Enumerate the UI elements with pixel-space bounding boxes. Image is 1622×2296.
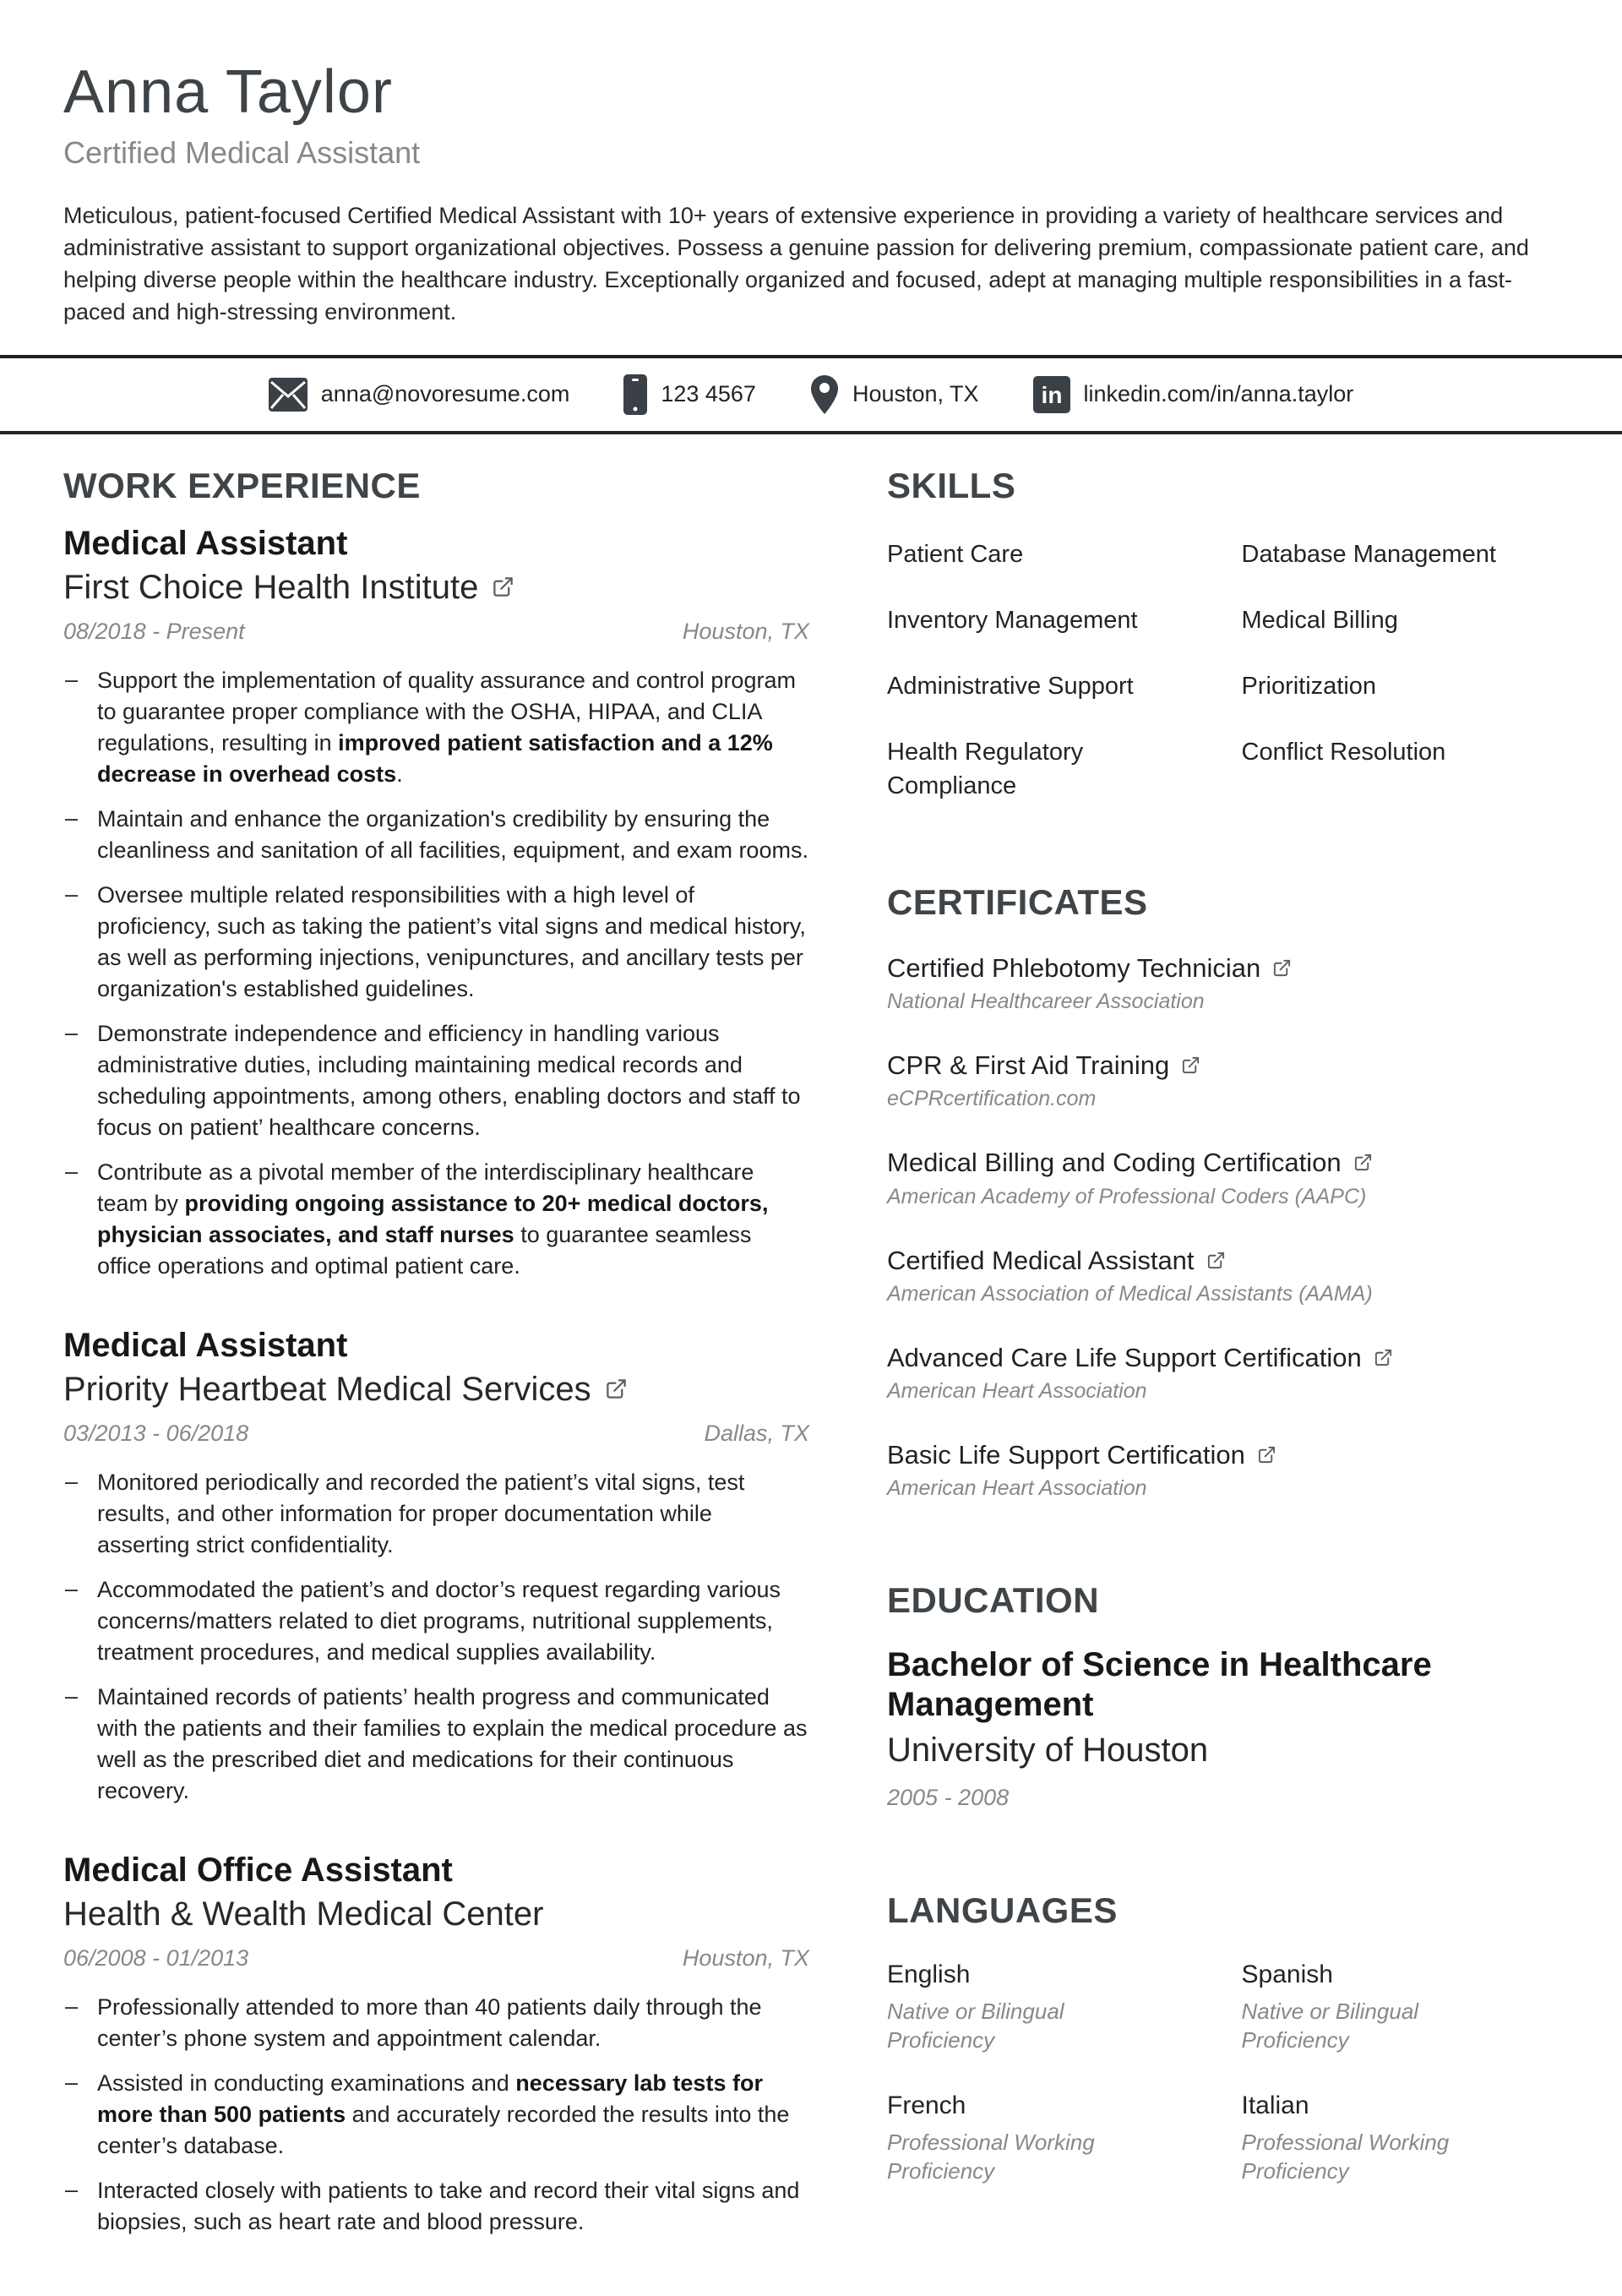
skills-heading: SKILLS — [887, 465, 1016, 505]
contact-location-text: Houston, TX — [852, 381, 979, 407]
language-entry — [887, 2091, 1205, 2185]
bullet-text: Contribute as a pivotal member of the interdisciplinary healthcare team by — [97, 1159, 754, 1216]
external-link-icon[interactable] — [1206, 1251, 1226, 1270]
bullet-item — [63, 2068, 809, 2162]
language-name: French — [887, 2091, 966, 2119]
job-dates: 06/2008 - 01/2013 — [63, 1944, 249, 1971]
bullet-item — [63, 880, 809, 1005]
certificate-issuer: National Healthcareer Association — [887, 990, 1205, 1014]
skill-item: Patient Care — [887, 540, 1024, 568]
certificates-heading: CERTIFICATES — [887, 881, 1148, 922]
language-name: Italian — [1241, 2091, 1309, 2119]
certificate-name — [887, 1245, 1559, 1276]
certificate-entry — [887, 1050, 1559, 1111]
certificate-issuer: American Heart Association — [887, 1378, 1147, 1403]
skill-item: Conflict Resolution — [1241, 738, 1446, 766]
bullet-text: Demonstrate independence and efficiency in handling various administrative duties, including maintaining medical records and scheduling appointments, among others, enabling doctors and staff to focus on patient’ healthcare concerns. — [97, 1020, 801, 1140]
job-company — [63, 568, 809, 607]
bullet-item — [63, 1574, 809, 1668]
language-level: Professional Working Proficiency — [887, 2129, 1095, 2184]
education-dates: 2005 - 2008 — [887, 1784, 1010, 1810]
job-bullets — [63, 1467, 809, 1807]
svg-text:in: in — [1041, 381, 1062, 408]
certificate-name-text: Certified Medical Assistant — [887, 1245, 1195, 1275]
certificate-name-text: CPR & First Aid Training — [887, 1050, 1170, 1081]
bullet-text: Support the implementation of quality assurance and control program to guarantee proper compliance with the OSHA, HIPAA, and CLIA regulations, resulting in — [97, 667, 796, 755]
contact-email-text: anna@novoresume.com — [320, 381, 570, 407]
external-link-icon[interactable] — [1353, 1153, 1373, 1172]
bullet-text: Professionally attended to more than 40 patients daily through the center’s phone system and appointment calendar. — [97, 1993, 762, 2051]
language-level: Native or Bilingual Proficiency — [887, 1998, 1064, 2053]
certificate-name — [887, 1147, 1559, 1178]
language-entry — [1242, 2091, 1559, 2185]
certificate-entry — [887, 1439, 1559, 1501]
certificate-issuer: American Association of Medical Assistants (AAMA) — [887, 1281, 1373, 1306]
education-school: University of Houston — [887, 1731, 1209, 1769]
education-heading: EDUCATION — [887, 1580, 1100, 1621]
certificate-entry — [887, 1245, 1559, 1306]
job-entry — [63, 524, 809, 1282]
external-link-icon[interactable] — [1272, 958, 1292, 978]
bullet-item — [63, 1682, 809, 1807]
skill-item: Inventory Management — [887, 606, 1138, 634]
contact-phone-text: 123 4567 — [661, 381, 756, 407]
job-company — [63, 1370, 809, 1409]
certificate-issuer: American Academy of Professional Coders (AAPC) — [887, 1184, 1367, 1208]
job-company-name: First Choice Health Institute — [63, 568, 479, 606]
bullet-text: Oversee multiple related responsibilities with a high level of proficiency, such as taking the patient’s vital signs and medical history, as well as performing injections, venipunctures, and ancillary tests per organization's established guidelines. — [97, 881, 806, 1001]
job-meta — [63, 619, 809, 645]
envelope-icon — [269, 378, 308, 412]
job-meta — [63, 1945, 809, 1972]
job-company-name: Priority Heartbeat Medical Services — [63, 1370, 591, 1408]
bullet-text-bold: providing ongoing assistance to 20+ medical doctors, physician associates, and staff nurses — [97, 1190, 769, 1247]
language-level: Professional Working Proficiency — [1241, 2129, 1450, 2184]
skill-item: Prioritization — [1241, 672, 1377, 700]
job-location: Houston, TX — [682, 618, 809, 644]
job-dates: 03/2013 - 06/2018 — [63, 1420, 249, 1446]
language-entry — [887, 1961, 1205, 2054]
job-entry — [63, 1851, 809, 2238]
bullet-item — [63, 665, 809, 790]
bullet-item — [63, 804, 809, 866]
contact-email[interactable] — [269, 378, 570, 412]
job-title: Medical Office Assistant — [63, 1851, 453, 1889]
language-name: English — [887, 1960, 971, 1988]
external-link-icon[interactable] — [1374, 1348, 1393, 1367]
skill-item: Health Regulatory Compliance — [887, 738, 1084, 799]
certificate-name-text: Basic Life Support Certification — [887, 1439, 1245, 1470]
certificate-entry — [887, 1147, 1559, 1208]
skills-list — [887, 537, 1559, 803]
certificate-name — [887, 1050, 1559, 1081]
skill-item: Administrative Support — [887, 672, 1134, 700]
bullet-text-bold: improved patient satisfaction and a 12% decrease in overhead costs — [97, 729, 773, 787]
right-column — [887, 466, 1559, 2238]
job-bullets — [63, 1992, 809, 2238]
external-link-icon[interactable] — [1181, 1055, 1200, 1075]
left-column — [63, 466, 809, 2238]
certificate-name — [887, 952, 1559, 984]
skill-item: Medical Billing — [1241, 606, 1398, 634]
resume-header — [63, 58, 1559, 328]
bullet-text: Maintained records of patients’ health progress and communicated with the patients and their families to explain the medical procedure as well as the prescribed diet and medications for their continuous recovery. — [97, 1683, 808, 1803]
job-bullets — [63, 665, 809, 1282]
contact-linkedin[interactable] — [1033, 376, 1354, 413]
certificate-entry — [887, 952, 1559, 1014]
bullet-item — [63, 1157, 809, 1282]
linkedin-icon — [1033, 376, 1070, 413]
certificate-issuer: American Heart Association — [887, 1476, 1147, 1501]
bullet-text: Maintain and enhance the organization's credibility by ensuring the cleanliness and sanitation of all facilities, equipment, and exam rooms. — [97, 805, 808, 863]
job-title: Medical Assistant — [63, 1326, 348, 1364]
bullet-item — [63, 1018, 809, 1143]
person-name: Anna Taylor — [63, 58, 393, 126]
map-pin-icon — [810, 374, 839, 415]
certificate-name-text: Certified Phlebotomy Technician — [887, 952, 1261, 983]
external-link-icon[interactable] — [492, 575, 514, 598]
contact-linkedin-text: linkedin.com/in/anna.taylor — [1083, 381, 1354, 407]
content-columns — [63, 466, 1559, 2238]
profile-summary: Meticulous, patient-focused Certified Medical Assistant with 10+ years of extensive experience in providing a variety of healthcare services and administrative assistant to support organizational objectives. Possess a genuine passion for delivering premium, compassionate patient care, and helping diverse people within the healthcare industry. Exceptionally organized and focused, adept at managing multiple responsibilities in a fast-paced and high-stressing environment. — [63, 202, 1529, 324]
job-title: Medical Assistant — [63, 524, 348, 562]
skill-item: Database Management — [1241, 540, 1496, 568]
certificate-name — [887, 1342, 1559, 1373]
bullet-text: Assisted in conducting examinations and — [97, 2070, 516, 2096]
bullet-text: Accommodated the patient’s and doctor’s request regarding various concerns/matters related to diet programs, nutritional supplements, treatment procedures, and medical supplies availability. — [97, 1576, 781, 1665]
job-company — [63, 1895, 809, 1933]
external-link-icon[interactable] — [1257, 1445, 1276, 1464]
work-experience-heading: WORK EXPERIENCE — [63, 465, 421, 505]
bullet-item — [63, 1992, 809, 2054]
bullet-text: . — [396, 761, 403, 787]
bullet-item — [63, 1467, 809, 1561]
language-entry — [1242, 1961, 1559, 2054]
contact-phone[interactable] — [623, 374, 756, 415]
job-dates: 08/2018 - Present — [63, 618, 245, 644]
bullet-text: Interacted closely with patients to take and record their vital signs and biopsies, such as heart rate and blood pressure. — [97, 2177, 800, 2234]
contact-bar — [0, 355, 1622, 434]
language-level: Native or Bilingual Proficiency — [1241, 1998, 1419, 2053]
bullet-text-bold: necessary lab tests for more than 500 patients — [97, 2070, 763, 2127]
smartphone-icon — [623, 374, 647, 415]
job-location: Houston, TX — [682, 1944, 809, 1971]
job-company-name: Health & Wealth Medical Center — [63, 1895, 544, 1933]
bullet-text: and accurately recorded the results into the center’s database. — [97, 2101, 790, 2158]
certificate-name-text: Advanced Care Life Support Certification — [887, 1342, 1362, 1372]
certificate-issuer: eCPRcertification.com — [887, 1087, 1097, 1111]
language-name: Spanish — [1241, 1960, 1333, 1988]
languages-list — [887, 1961, 1559, 2185]
job-location: Dallas, TX — [704, 1420, 809, 1446]
job-entry — [63, 1326, 809, 1807]
job-meta — [63, 1421, 809, 1447]
bullet-item — [63, 2175, 809, 2238]
certificate-name — [887, 1439, 1559, 1470]
languages-heading: LANGUAGES — [887, 1890, 1118, 1930]
person-job-title: Certified Medical Assistant — [63, 134, 421, 170]
bullet-text: Monitored periodically and recorded the patient’s vital signs, test results, and other information for proper documentation while asserting strict confidentiality. — [97, 1469, 745, 1557]
certificate-name-text: Medical Billing and Coding Certification — [887, 1148, 1342, 1178]
bullet-text: to guarantee seamless office operations and optimal patient care. — [97, 1221, 752, 1279]
external-link-icon[interactable] — [605, 1377, 628, 1400]
education-degree: Bachelor of Science in Healthcare Management — [887, 1646, 1432, 1724]
certificate-entry — [887, 1342, 1559, 1404]
contact-location[interactable] — [810, 374, 979, 415]
